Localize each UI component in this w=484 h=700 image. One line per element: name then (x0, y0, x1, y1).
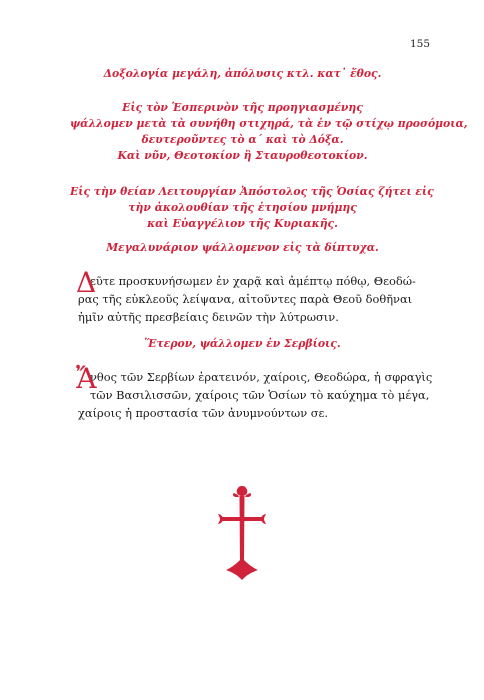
cross-icon (216, 484, 268, 580)
rubric-vespers (70, 100, 468, 164)
page-number: 155 (409, 38, 430, 50)
rubric-line: Μεγαλυνάριον ψάλλομενον εἰς τὰ δίπτυχα. (106, 241, 379, 254)
rubric-megalynarion (70, 240, 415, 256)
rubric-line: Καὶ νῦν, Θεοτοκίον ἢ Σταυροθεοτοκίον. (117, 149, 368, 162)
rubric-line: τὴν ἀκολουθίαν τῆς ἐτησίου μνήμης (128, 201, 357, 214)
hymn-line: τῶν Βασιλισσῶν, χαίροις τῶν Ὁσίων τὸ καύχημα τὸ μέγα, (90, 388, 430, 402)
hymn-line: εῦτε προσκυνήσωμεν ἐν χαρᾷ καὶ ἀμέπτῳ πόθῳ, Θεοδώ- (90, 274, 416, 288)
rubric-line: Εἰς τὸν Ἑσπερινὸν τῆς προηγιασμένης (122, 101, 363, 114)
rubric-serbian (70, 336, 415, 352)
drop-cap: Δ (76, 266, 97, 299)
hymn-serbian (76, 362, 433, 422)
hymn-line: χαίροις ἡ προστασία τῶν ἀνυμνούντων σε. (78, 406, 329, 420)
hymn-line: ρας τῆς εὐκλεοῦς λείψανα, αἰτοῦντες παρὰ Θεοῦ δοθῆναι (78, 292, 413, 306)
hymn-megalynarion (76, 266, 428, 326)
rubric-line: Ἕτερον, ψάλλομεν ἐν Σερβίοις. (144, 337, 341, 350)
rubric-liturgy (70, 184, 434, 232)
rubric-line: Εἰς τὴν θείαν Λειτουργίαν Ἀπόστολος τῆς Ὁσίας ζήτει εἰς (70, 185, 434, 198)
rubric-line: ψάλλομεν μετὰ τὰ συνήθη στιχηρά, τὰ ἐν τῷ στίχῳ προσόμοια, (70, 117, 468, 130)
rubric-line: καὶ Εὐαγγέλιον τῆς Κυριακῆς. (147, 217, 338, 230)
rubric-line: δευτεροῦντες τὸ α´ καὶ τὸ Δόξα. (141, 133, 344, 146)
rubric-line: Δοξολογία μεγάλη, ἀπόλυσις κτλ. κατ᾿ ἔθος. (103, 67, 382, 80)
hymn-line: νθος τῶν Σερβίων ἐρατεινόν, χαίροις, Θεοδώρα, ἡ σφραγὶς (90, 370, 433, 384)
drop-cap: Ἄ (76, 362, 97, 395)
hymn-line: ἡμῖν αὐτῆς πρεσβείαις δεινῶν τὴν λύτρωσιν. (78, 310, 339, 324)
rubric-doxology (70, 66, 415, 82)
cross-ornament (216, 484, 268, 580)
